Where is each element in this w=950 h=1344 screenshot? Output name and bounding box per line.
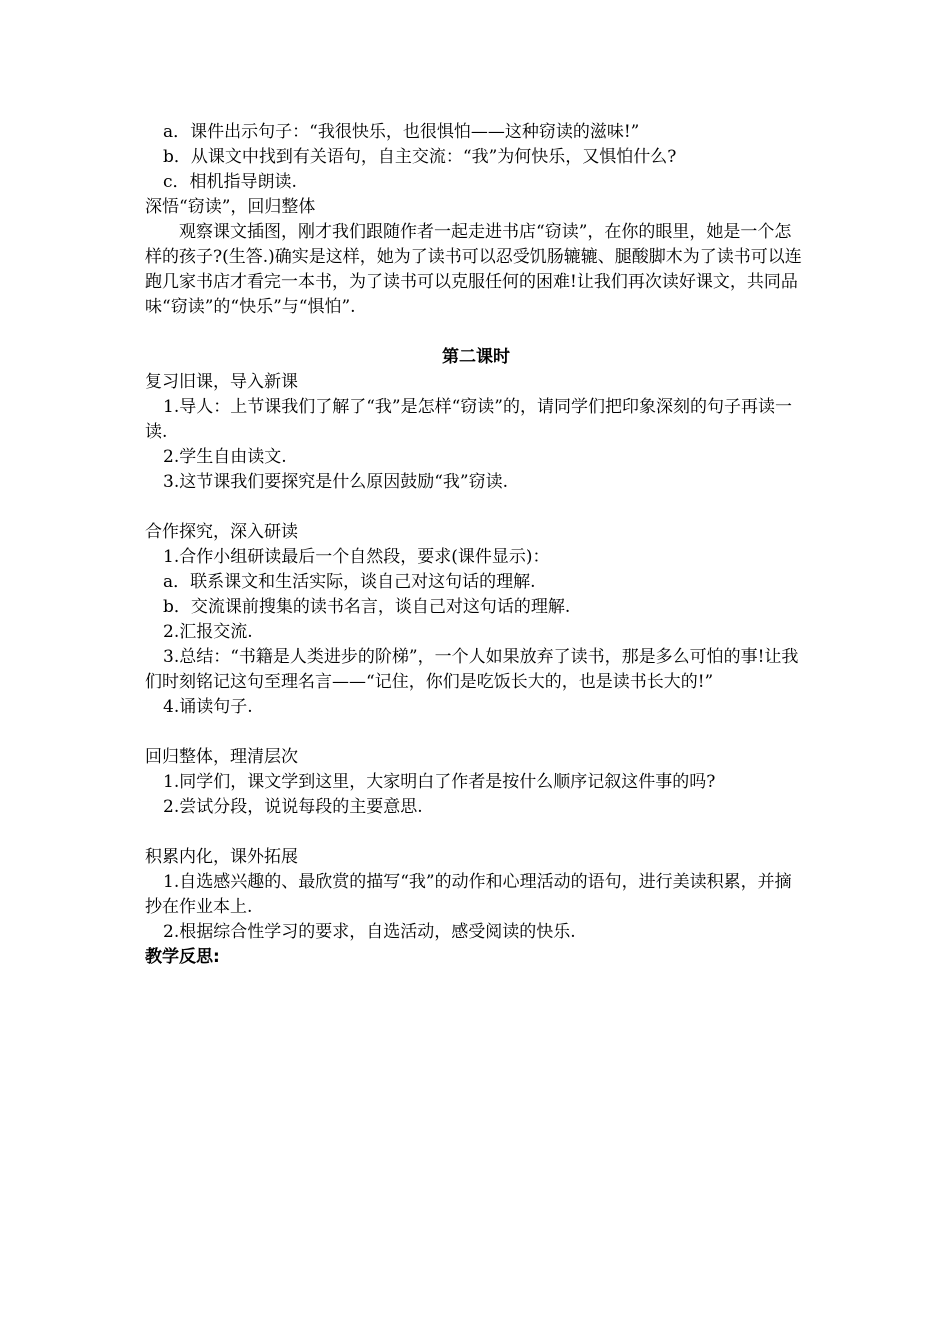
section-heading-extend: 积累内化，课外拓展 [145,847,298,867]
explore-item-3: 3.总结：“书籍是人类进步的阶梯”，一个人如果放弃了读书，那是多么可怕的事!让我们时刻铭记这句至理名言——“记住，你们是吃饭长大的，也是读书长大的!” [145,647,799,692]
spacer [145,495,807,520]
explore-item-1b: b．交流课前搜集的读书名言，谈自己对这句话的理解. [163,597,571,617]
step-c-line: c．相机指导朗读. [163,172,297,192]
review-item-3: 3.这节课我们要探究是什么原因鼓励“我”窃读. [163,472,509,492]
explore-item-2: 2.汇报交流. [163,622,253,642]
spacer [145,320,807,345]
insight-paragraph: 观察课文插图，刚才我们跟随作者一起走进书店“窃读”，在你的眼里，她是一个怎样的孩子?(生答.)确实是这样，她为了读书可以忍受饥肠辘辘、腿酸脚木为了读书可以连跑几家书店才看完一本书，为了读书可以克服任何的困难!让我们再次读好课文，共同品味“窃读”的“快乐”与“惧怕”. [145,222,802,317]
review-item-1: 1.导人：上节课我们了解了“我”是怎样“窃读”的，请同学们把印象深刻的句子再读一读. [145,397,792,442]
spacer [145,720,807,745]
extend-item-1: 1.自选感兴趣的、最欣赏的描写“我”的动作和心理活动的语句，进行美读积累，并摘抄在作业本上. [145,872,792,917]
structure-item-1: 1.同学们，课文学到这里，大家明白了作者是按什么顺序记叙这件事的吗? [163,772,716,792]
explore-item-1a: a．联系课文和生活实际，谈自己对这句话的理解. [163,572,536,592]
lesson-two-title: 第二课时 [442,347,510,367]
teaching-reflection-label: 教学反思: [145,947,220,967]
review-item-2: 2.学生自由读文. [163,447,287,467]
section-heading-insight: 深悟“窃读”，回归整体 [145,197,316,217]
section-heading-structure: 回归整体，理清层次 [145,747,298,767]
spacer [145,820,807,845]
explore-item-1: 1.合作小组研读最后一个自然段，要求(课件显示)： [163,547,550,567]
structure-item-2: 2.尝试分段，说说每段的主要意思. [163,797,423,817]
section-heading-explore: 合作探究，深入研读 [145,522,298,542]
document-body [145,120,807,970]
step-a-line: a．课件出示句子：“我很快乐，也很惧怕——这种窃读的滋味!” [163,122,640,142]
extend-item-2: 2.根据综合性学习的要求，自选活动，感受阅读的快乐. [163,922,576,942]
step-b-line: b．从课文中找到有关语句，自主交流：“我”为何快乐，又惧怕什么? [163,147,677,167]
section-heading-review: 复习旧课，导入新课 [145,372,298,392]
explore-item-4: 4.诵读句子. [163,697,253,717]
